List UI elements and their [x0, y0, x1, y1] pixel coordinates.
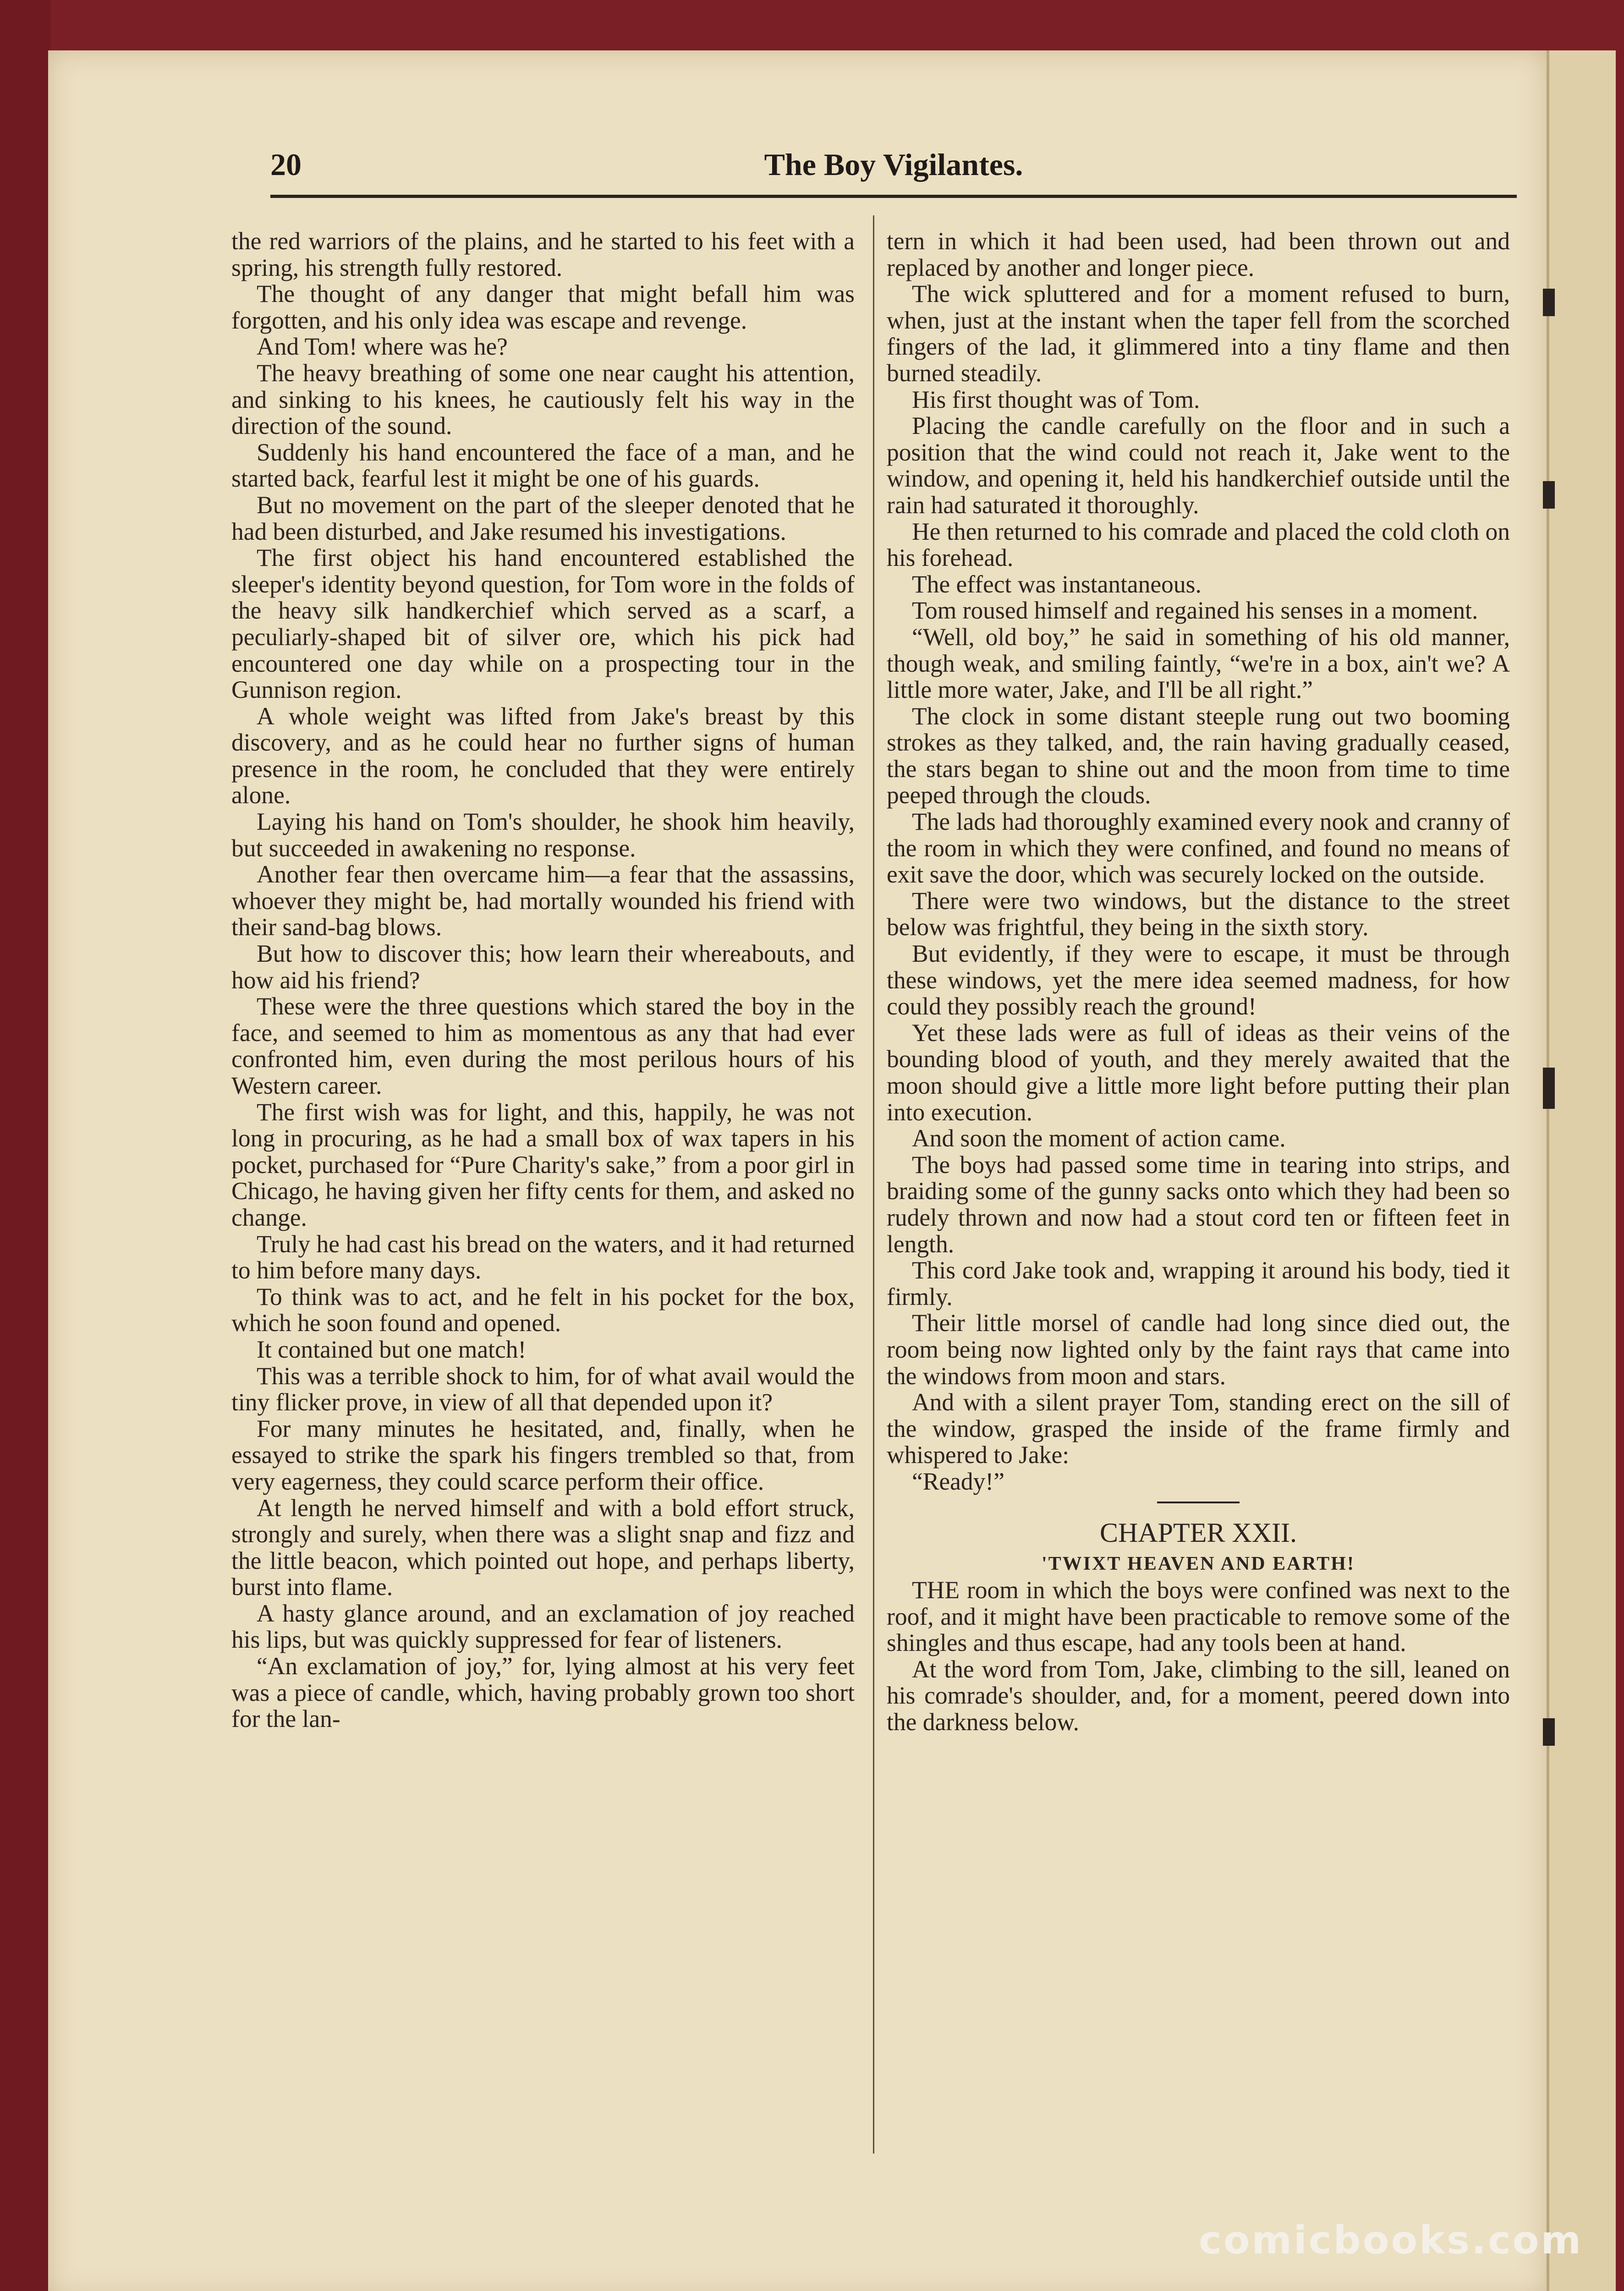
next-page-edge [1547, 50, 1616, 2291]
paragraph: But how to discover this; how learn their whereabouts, and how aid his friend? [231, 940, 855, 994]
paragraph: The first wish was for light, and this, happily, he was not long in procuring, as he had a small box of wax tapers in his pocket, purchased for “Pure Charity's sake,” from a poor girl in Chicago, he having given her fifty cents for them, and asked no change. [231, 1098, 855, 1231]
paragraph: And soon the moment of action came. [912, 1124, 1286, 1152]
paragraph: Their little morsel of candle had long since died out, the room being now lighted only by the faint rays that came into the windows from moon and stars. [887, 1309, 1510, 1390]
column-divider [873, 215, 874, 2154]
paragraph: The thought of any danger that might befall him was forgotten, and his only idea was escape and revenge. [231, 280, 855, 334]
page-number: 20 [270, 147, 302, 182]
paragraph: It contained but one match! [257, 1335, 527, 1363]
paragraph: At length he nerved himself and with a bold effort struck, strongly and surely, when there was a slight snap and fizz and the little beacon, which pointed out hope, and perhaps liberty, burst into flame. [231, 1494, 855, 1601]
paragraph: A whole weight was lifted from Jake's breast by this discovery, and as he could hear no further signs of human presence in the room, he concluded that they were entirely alone. [231, 702, 855, 809]
running-title: The Boy Vigilantes. [764, 147, 1023, 182]
paragraph: The wick spluttered and for a moment refused to burn, when, just at the instant when the taper fell from the scorched fingers of the lad, it glimmered into a tiny flame and then burned steadily. [887, 280, 1510, 387]
paragraph: Yet these lads were as full of ideas as their veins of the bounding blood of youth, and they merely awaited that the moon should give a little more light before putting their plan into execution. [887, 1019, 1510, 1126]
binding-stitch-mark [1543, 481, 1555, 509]
paragraph: This was a terrible shock to him, for of what avail would the tiny flicker prove, in view of all that depended upon it? [231, 1362, 855, 1416]
binding-stitch-mark [1543, 1718, 1555, 1746]
watermark: comicbooks.com [1199, 2218, 1583, 2263]
paragraph: “Well, old boy,” he said in something of his old manner, though weak, and smiling faintly, “we're in a box, ain't we? A little more water, Jake, and I'll be all right.” [887, 623, 1510, 704]
paragraph: tern in which it had been used, had been thrown out and replaced by another and longer piece. [887, 227, 1510, 281]
paragraph: But no movement on the part of the sleeper denoted that he had been disturbed, and Jake resumed his investigations. [231, 491, 855, 545]
backdrop [0, 0, 50, 2291]
chapter-subtitle: 'TWIXT HEAVEN AND EARTH! [1042, 1553, 1355, 1574]
paragraph: The heavy breathing of some one near caught his attention, and sinking to his knees, he cautiously felt his way in the direction of the sound. [231, 359, 855, 440]
paragraph: Tom roused himself and regained his senses in a moment. [912, 597, 1478, 625]
left-column [231, 228, 855, 1732]
paragraph: Suddenly his hand encountered the face of a man, and he started back, fearful lest it might be one of his guards. [231, 438, 855, 493]
paragraph: There were two windows, but the distance to the street below was frightful, they being in the sixth story. [887, 887, 1510, 941]
paragraph: The boys had passed some time in tearing into strips, and braiding some of the gunny sacks onto which they had been so rudely thrown and now had a stout cord ten or fifteen feet in length. [887, 1151, 1510, 1258]
paragraph: This cord Jake took and, wrapping it around his body, tied it firmly. [887, 1256, 1510, 1310]
paragraph: And Tom! where was he? [257, 333, 508, 361]
paragraph: The effect was instantaneous. [912, 570, 1202, 598]
section-rule [1157, 1502, 1240, 1503]
paragraph: These were the three questions which stared the boy in the face, and seemed to him as momentous as any that had ever confronted him, even during the most perilous hours of his Western career. [231, 992, 855, 1099]
binding-stitch-mark [1543, 1068, 1555, 1109]
paragraph: His first thought was of Tom. [912, 385, 1200, 413]
paragraph: the red warriors of the plains, and he started to his feet with a spring, his strength fully restored. [231, 227, 855, 281]
paragraph: To think was to act, and he felt in his pocket for the box, which he soon found and opened. [231, 1283, 855, 1337]
paragraph: Laying his hand on Tom's shoulder, he shook him heavily, but succeeded in awakening no response. [231, 808, 855, 862]
binding-stitch-mark [1543, 289, 1555, 316]
paragraph: Truly he had cast his bread on the waters, and it had returned to him before many days. [231, 1230, 855, 1284]
paragraph: A hasty glance around, and an exclamation of joy reached his lips, but was quickly suppressed for fear of listeners. [231, 1599, 855, 1654]
right-column [887, 228, 1510, 1736]
paragraph: Placing the candle carefully on the floor and in such a position that the wind could not reach it, Jake went to the window, and opening it, held his handkerchief outside until the rain had saturated it thoroughly. [887, 412, 1510, 519]
paragraph: The clock in some distant steeple rung out two booming strokes as they talked, and, the rain having gradually ceased, the stars began to shine out and the moon from time to time peeped through the clouds. [887, 702, 1510, 809]
paragraph: “Ready!” [912, 1467, 1004, 1495]
chapter-title: CHAPTER XXII. [1100, 1517, 1297, 1548]
paragraph: The lads had thoroughly examined every nook and cranny of the room in which they were confined, and found no means of exit save the door, which was securely locked on the outside. [887, 808, 1510, 888]
paragraph: For many minutes he hesitated, and, finally, when he essayed to strike the spark his fingers trembled so that, from very eagerness, they could scarce perform their office. [231, 1414, 855, 1495]
paragraph: “An exclamation of joy,” for, lying almost at his very feet was a piece of candle, which, having probably grown too short for the lan- [231, 1652, 855, 1733]
paragraph: But evidently, if they were to escape, it must be through these windows, yet the mere idea seemed madness, for how could they possibly reach the ground! [887, 940, 1510, 1020]
paragraph: He then returned to his comrade and placed the cold cloth on his forehead. [887, 517, 1510, 572]
paragraph: Another fear then overcame him—a fear that the assassins, whoever they might be, had mortally wounded his friend with their sand-bag blows. [231, 860, 855, 941]
paragraph: And with a silent prayer Tom, standing erect on the sill of the window, grasped the inside of the frame firmly and whispered to Jake: [887, 1388, 1510, 1469]
paragraph: The first object his hand encountered established the sleeper's identity beyond question, for Tom wore in the folds of the heavy silk handkerchief which served as a scarf, a peculiarly-shaped bit of silver ore, which his pick had encountered one day while on a prospecting tour in the Gunnison region. [231, 544, 855, 704]
paragraph: At the word from Tom, Jake, climbing to the sill, leaned on his comrade's shoulder, and, for a moment, peered down into the darkness below. [887, 1655, 1510, 1736]
paragraph: THE room in which the boys were confined was next to the roof, and it might have been practicable to remove some of the shingles and thus escape, had any tools been at hand. [887, 1576, 1510, 1657]
header-rule [270, 195, 1517, 198]
